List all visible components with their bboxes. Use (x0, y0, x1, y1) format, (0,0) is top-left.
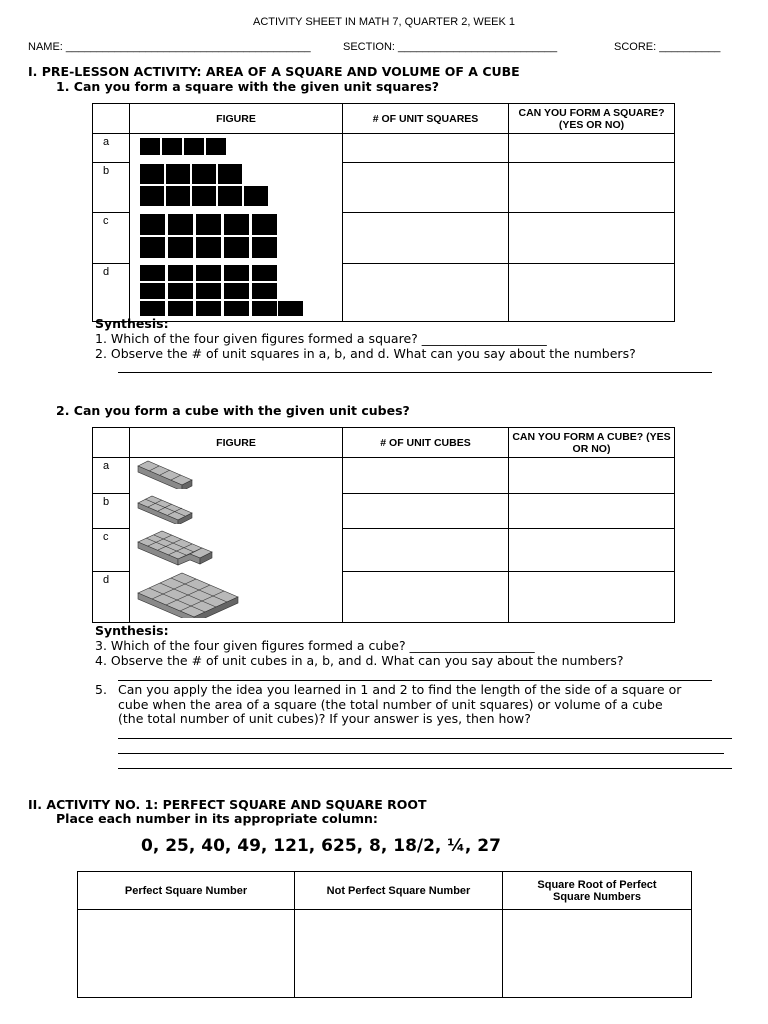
unit-count-cell-d[interactable] (343, 263, 509, 322)
blank-header-cell (93, 428, 130, 458)
cube-figure-cell-b (130, 493, 343, 528)
unit-squares-figure-b (130, 162, 342, 208)
section-field-label: SECTION: __________________________ (343, 41, 558, 53)
square-root-header: Square Root of Perfect Square Numbers (503, 872, 692, 910)
unit-cubes-figure-b (130, 493, 342, 524)
synthesis-2-item-5-line-1: Can you apply the idea you learned in 1 and 2 to find the length of the side of a square or (118, 682, 682, 697)
cube-answer-cell-d[interactable] (509, 571, 675, 623)
cube-count-cell-c[interactable] (343, 528, 509, 571)
number-list: 0, 25, 40, 49, 121, 625, 8, 18/2, ¼, 27 (141, 836, 501, 856)
unit-squares-figure-d (130, 263, 342, 317)
row-label-b: b (93, 493, 130, 528)
row-label-c: c (93, 528, 130, 571)
not-perfect-square-header: Not Perfect Square Number (295, 872, 503, 910)
figure-header: FIGURE (130, 428, 343, 458)
unit-cubes-figure-a (130, 458, 342, 489)
unit-count-cell-c[interactable] (343, 212, 509, 263)
form-square-header: CAN YOU FORM A SQUARE? (YES OR NO) (509, 104, 675, 134)
sheet-title: ACTIVITY SHEET IN MATH 7, QUARTER 2, WEEK 1 (252, 16, 516, 28)
unit-squares-figure-a (130, 134, 342, 158)
row-label-d: d (93, 263, 130, 322)
cube-answer-cell-a[interactable] (509, 458, 675, 494)
cube-figure-cell-c (130, 528, 343, 571)
score-field-label: SCORE: __________ (614, 41, 721, 53)
cube-table (92, 427, 675, 623)
not-perfect-square-answer-cell[interactable] (295, 910, 503, 998)
figure-cell-c (130, 212, 343, 263)
perfect-square-table (77, 871, 692, 998)
row-label-d: d (93, 571, 130, 623)
synthesis-2-item-5-line-3: (the total number of unit cubes)? If your answer is yes, then how? (118, 711, 531, 726)
answer-line[interactable] (118, 680, 712, 681)
unit-cubes-header: # OF UNIT CUBES (343, 428, 509, 458)
synthesis-1-item-1: 1. Which of the four given figures formed a square? ____________________ (95, 331, 547, 346)
part1-heading: I. PRE-LESSON ACTIVITY: AREA OF A SQUARE AND VOLUME OF A CUBE (28, 64, 520, 79)
synthesis-2-item-3: 3. Which of the four given figures formed a cube? ____________________ (95, 638, 535, 653)
cube-count-cell-a[interactable] (343, 458, 509, 494)
name-field-label: NAME: ________________________________________ (28, 41, 311, 53)
unit-count-cell-a[interactable] (343, 134, 509, 163)
form-cube-header: CAN YOU FORM A CUBE? (YES OR NO) (509, 428, 675, 458)
cube-count-cell-d[interactable] (343, 571, 509, 623)
answer-line[interactable] (118, 372, 712, 373)
cube-count-cell-b[interactable] (343, 493, 509, 528)
synthesis-2-item-5-number: 5. (95, 682, 107, 697)
cube-figure-cell-a (130, 458, 343, 494)
cube-figure-cell-d (130, 571, 343, 623)
row-label-c: c (93, 212, 130, 263)
answer-cell-c[interactable] (509, 212, 675, 263)
unit-squares-figure-c (130, 212, 342, 259)
row-label-a: a (93, 134, 130, 163)
figure-cell-b (130, 162, 343, 212)
unit-count-cell-b[interactable] (343, 162, 509, 212)
cube-answer-cell-c[interactable] (509, 528, 675, 571)
synthesis-1-item-2: 2. Observe the # of unit squares in a, b, and d. What can you say about the numbers? (95, 346, 636, 361)
answer-line[interactable] (118, 738, 732, 739)
synthesis-2-item-5-line-2: cube when the area of a square (the total number of unit squares) or volume of a cube (118, 697, 663, 712)
answer-cell-d[interactable] (509, 263, 675, 322)
figure-cell-a (130, 134, 343, 163)
perfect-square-answer-cell[interactable] (78, 910, 295, 998)
unit-squares-header: # OF UNIT SQUARES (343, 104, 509, 134)
question-1: 1. Can you form a square with the given unit squares? (56, 79, 440, 94)
part2-heading: II. ACTIVITY NO. 1: PERFECT SQUARE AND SQUARE ROOT (28, 797, 427, 812)
row-label-a: a (93, 458, 130, 494)
row-label-b: b (93, 162, 130, 212)
blank-header-cell (93, 104, 130, 134)
answer-line[interactable] (118, 768, 732, 769)
question-2: 2. Can you form a cube with the given unit cubes? (56, 403, 410, 418)
figure-cell-d (130, 263, 343, 322)
unit-cubes-figure-d (130, 571, 342, 618)
cube-answer-cell-b[interactable] (509, 493, 675, 528)
square-root-answer-cell[interactable] (503, 910, 692, 998)
perfect-square-header: Perfect Square Number (78, 872, 295, 910)
synthesis-2-title: Synthesis: (95, 623, 169, 638)
figure-header: FIGURE (130, 104, 343, 134)
answer-line[interactable] (118, 753, 724, 754)
square-table (92, 103, 675, 322)
part2-instruction: Place each number in its appropriate column: (56, 811, 378, 826)
synthesis-2-item-4: 4. Observe the # of unit cubes in a, b, and d. What can you say about the numbers? (95, 653, 624, 668)
synthesis-1-title: Synthesis: (95, 316, 169, 331)
answer-cell-b[interactable] (509, 162, 675, 212)
answer-cell-a[interactable] (509, 134, 675, 163)
unit-cubes-figure-c (130, 528, 342, 567)
